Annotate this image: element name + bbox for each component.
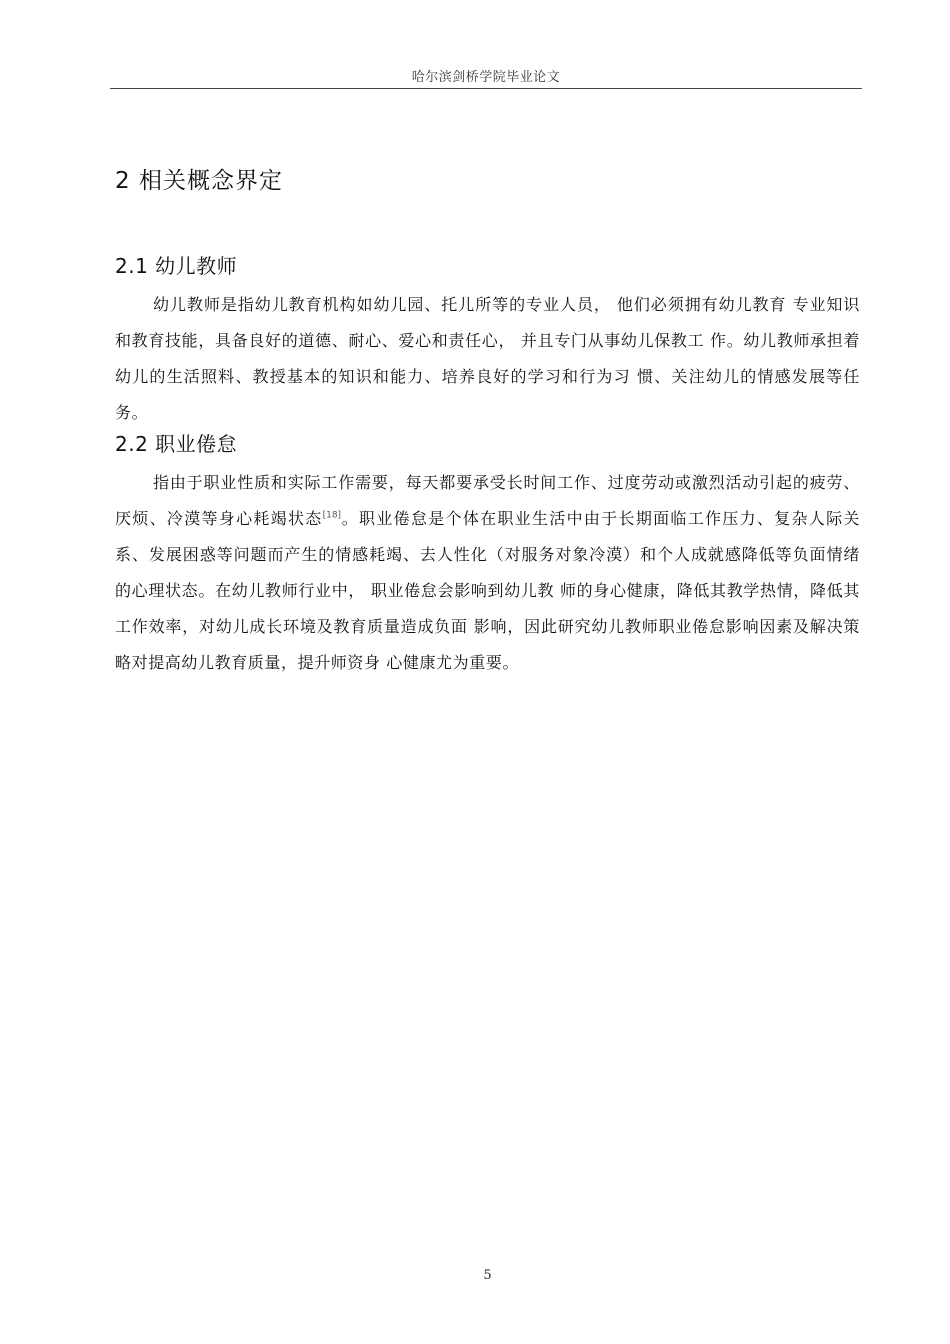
citation-reference[interactable]: [18]	[322, 510, 342, 521]
section-2-2-paragraph	[115, 465, 860, 681]
paragraph-text-part2: 。职业倦怠是个体在职业生活中由于长期面临工作压力、复杂人际关系、发展困惑等问题而产生的情感耗竭、去人性化（对服务对象冷漠）和个人成就感降低等负面情绪的心理状态。在幼儿教师行业中， 职业倦怠会影响到幼儿教 师的身心健康，降低其教学热情，降低其工作效率，对幼儿成长环境及教育质量造成负面 影响，因此研究幼儿教师职业倦怠影响因素及解决策略对提高幼儿教育质量，提升师资身 心健康尤为重要。	[115, 509, 860, 672]
running-header: 哈尔滨剑桥学院毕业论文	[411, 70, 561, 85]
page-number: 5	[483, 1268, 492, 1283]
section-title-2-2: 2.2 职业倦怠	[115, 432, 238, 456]
header-divider	[110, 88, 862, 89]
paragraph-text-part1: 指由于职业性质和实际工作需要，每天都要承受长时间工作、过度劳动或激烈活动引起的疲劳、厌烦、冷漠等身心耗竭状态	[115, 473, 860, 528]
section-title-2-1: 2.1 幼儿教师	[115, 254, 238, 278]
chapter-title: 2 相关概念界定	[115, 168, 283, 194]
section-2-1-paragraph: 幼儿教师是指幼儿教育机构如幼儿园、托儿所等的专业人员， 他们必须拥有幼儿教育 专业知识和教育技能，具备良好的道德、耐心、爱心和责任心， 并且专门从事幼儿保教工 作。幼儿教师承担着幼儿的生活照料、教授基本的知识和能力、培养良好的学习和行为习 惯、关注幼儿的情感发展等任务。	[115, 295, 860, 422]
